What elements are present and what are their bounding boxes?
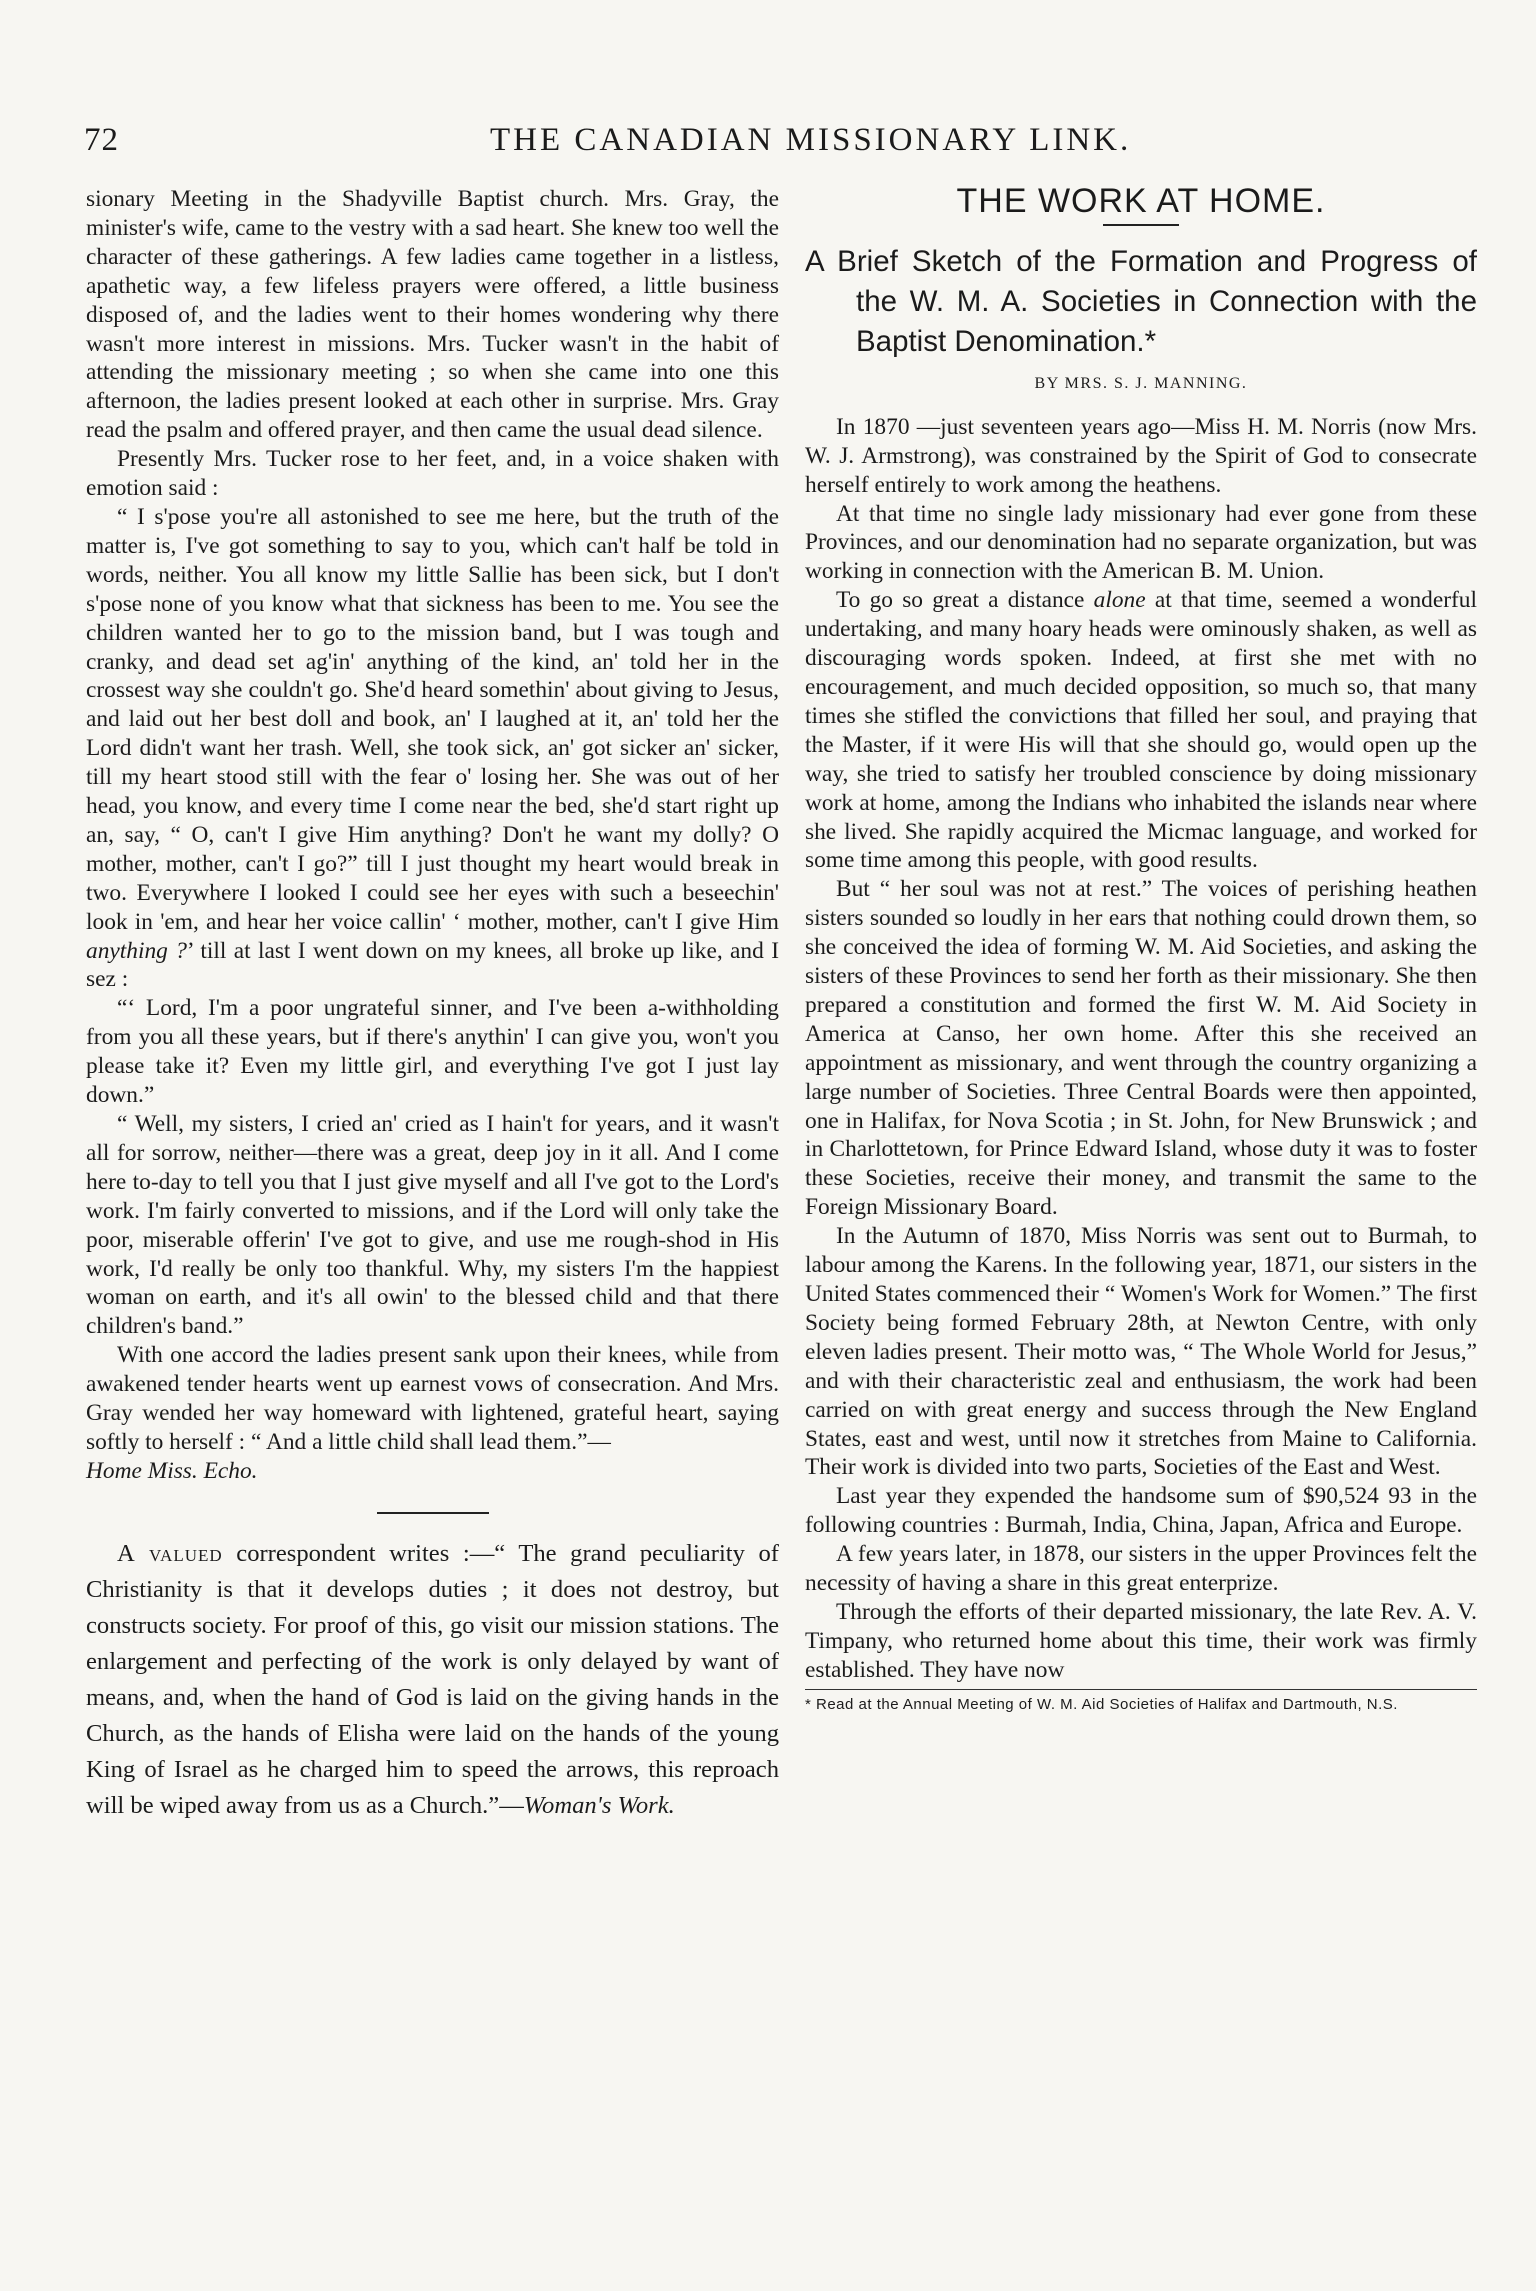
emphasis-alone: alone — [1093, 587, 1146, 614]
story-paragraph: sionary Meeting in the Shadyville Baptist church. Mrs. Gray, the minister's wife, came to the vestry with a sad heart. She knew too well the character of these gatherings. A few ladies came together in a listless, apathetic way, a few lifeless prayers were offered, a little business disposed of, and the ladies went to their homes wondering why there wasn't more interest in missions. Mrs. Tucker wasn't in the habit of attending the missionary meeting ; so when she came into one this afternoon, the ladies present looked at each other in surprise. Mrs. Gray read the psalm and offered prayer, and then came the usual dead silence. — [86, 186, 779, 444]
article-paragraph: A few years later, in 1878, our sisters in the upper Provinces felt the necessity of having a share in this great enterprize. — [805, 1541, 1477, 1597]
article-paragraph: At that time no single lady missionary had ever gone from these Provinces, and our denomination had no separate organization, but was working in connection with the American B. M. Union. — [805, 500, 1477, 585]
right-column — [805, 182, 1477, 1714]
correspondent-text: correspondent writes :—“ The grand peculiarity of Christianity is that it develops duties ; it does not destroy, but constructs society. For proof of this, go visit our mission stations. The enlargement and perfecting of the work is only delayed by want of means, and, when the hand of God is laid on the giving hands in the Church, as the hands of Elisha were laid on the hands of the young King of Israel as he charged him to speed the arrows, this reproach will be wiped away from us as a Church.”— — [86, 1539, 779, 1819]
title-rule — [1103, 224, 1179, 226]
article-text: To go so great a distance — [836, 587, 1094, 614]
footnote-rule — [805, 1689, 1477, 1690]
article-paragraph: In the Autumn of 1870, Miss Norris was sent out to Burmah, to labour among the Karens. In the following year, 1871, our sisters in the United States commenced their “ Women's Work for Women.” The first Society being formed February 28th, at Newton Centre, with only eleven ladies present. Their motto was, “ The Whole World for Jesus,” and with their characteristic zeal and enthusiasm, the work had been carried on with great energy and success through the New England States, east and west, until now it stretches from Maine to California. Their work is divided into two parts, Societies of the East and West. — [805, 1223, 1477, 1481]
correspondent-paragraph — [86, 1536, 779, 1824]
byline: BY MRS. S. J. MANNING. — [1034, 374, 1248, 392]
journal-title: THE CANADIAN MISSIONARY LINK. — [490, 122, 1132, 158]
article-subtitle: A Brief Sketch of the Formation and Progress of the W. M. A. Societies in Connection with the Baptist Denomination.* — [805, 244, 1477, 358]
story-paragraph: Presently Mrs. Tucker rose to her feet, and, in a voice shaken with emotion said : — [86, 446, 779, 502]
story-paragraph: “ Well, my sisters, I cried an' cried as I hain't for years, and it wasn't all for sorrow, neither—there was a great, deep joy in it all. And I come here to-day to tell you that I just give myself and all I've got to the Lord's work. I'm fairly converted to missions, and if the Lord will only take the poor, miserable offerin' I've got to give, and use me rough-shod in His work, I'd really be only too thankful. Why, my sisters I'm the happiest woman on earth, and it's all owin' to the blessed child and that there children's band.” — [86, 1111, 779, 1340]
left-column — [86, 185, 779, 1824]
section-title: THE WORK AT HOME. — [956, 182, 1326, 220]
section-divider — [377, 1512, 489, 1514]
story-paragraph — [86, 503, 779, 994]
quote-text: “ I s'pose you're all astonished to see me here, but the truth of the matter is, I've got something to say to you, which can't half be told in words, neither. You all know my little Sallie has been sick, but I don't s'pose none of you know what that sickness has been to me. You see the children wanted her to go to the mission band, but I was tough and cranky, and dead set ag'in' anything of the kind, an' told her in the crossest way she couldn't go. She'd heard somethin' about giving to Jesus, and laid out her best doll and book, an' I laughed at it, an' told her the Lord didn't want her trash. Well, she took sick, an' got sicker an' sicker, till my heart stood still with the fear o' losing her. She was out of her head, you know, and every time I come near the bed, she'd start right up an, say, “ O, can't I give Him anything? Don't he want my dolly? O mother, mother, can't I go?” till I just thought my heart would break in two. Everywhere I looked I could see her eyes with such a beseechin' look in 'em, and hear her voice callin' ‘ mother, mother, can't I give Him — [86, 503, 779, 935]
footnote: * Read at the Annual Meeting of W. M. Aid Societies of Halifax and Dartmouth, N.S. — [805, 1695, 1398, 1713]
story-paragraph: With one accord the ladies present sank upon their knees, while from awakened tender hearts went up earnest vows of consecration. And Mrs. Gray wended her way homeward with lightened, grateful heart, saying softly to herself : “ And a little child shall lead them.”— — [86, 1342, 779, 1455]
article-paragraph: Last year they expended the handsome sum of $90,524 93 in the following countries : Burmah, India, China, Japan, Africa and Europe. — [805, 1483, 1477, 1539]
emphasis-anything: anything ? — [86, 937, 187, 964]
story-source: Home Miss. Echo. — [86, 1457, 258, 1484]
correspondent-lead: A valued — [117, 1539, 223, 1567]
article-paragraph: In 1870 —just seventeen years ago—Miss H. M. Norris (now Mrs. W. J. Armstrong), was constrained by the Spirit of God to consecrate herself entirely to work among the heathens. — [805, 413, 1477, 498]
article-text: at that time, seemed a wonderful undertaking, and many hoary heads were ominously shaken, as well as discouraging words spoken. Indeed, at first she met with no encouragement, and much decided opposition, so much so, that many times she stifled the convictions that filled her soul, and praying that the Master, if it were His will that she should go, would open up the way, she tried to satisfy her troubled conscience by doing missionary work at home, among the Indians who inhabited the islands near where she lived. She rapidly acquired the Micmac language, and worked for some time among this people, with good results. — [805, 587, 1477, 874]
quote-continuation: ’ till at last I went down on my knees, all broke up like, and I sez : — [86, 937, 779, 993]
correspondent-source: Woman's Work. — [523, 1791, 675, 1819]
story-paragraph: “‘ Lord, I'm a poor ungrateful sinner, and I've been a-withholding from you all these years, but if there's anythin' I can give you, won't you please take it? Even my little girl, and everything I've got I just lay down.” — [86, 995, 779, 1109]
article-paragraph — [805, 586, 1477, 875]
article-paragraph: But “ her soul was not at rest.” The voices of perishing heathen sisters sounded so loudly in her ears that nothing could drown them, so she conceived the idea of forming W. M. Aid Societies, and asking the sisters of these Provinces to send her forth as their missionary. She then prepared a constitution and formed the first W. M. Aid Society in America at Canso, her own home. After this she received an appointment as missionary, and went through the country organizing a large number of Societies. Three Central Boards were then appointed, one in Halifax, for Nova Scotia ; in St. John, for New Brunswick ; and in Charlottetown, for Prince Edward Island, whose duty it was to foster these Societies, receive their money, and transmit the same to the Foreign Missionary Board. — [805, 876, 1477, 1221]
article-paragraph: Through the efforts of their departed missionary, the late Rev. A. V. Timpany, who returned home about this time, their work was firmly established. They have now — [805, 1598, 1477, 1683]
running-head — [0, 122, 1536, 172]
page-number: 72 — [84, 122, 119, 158]
